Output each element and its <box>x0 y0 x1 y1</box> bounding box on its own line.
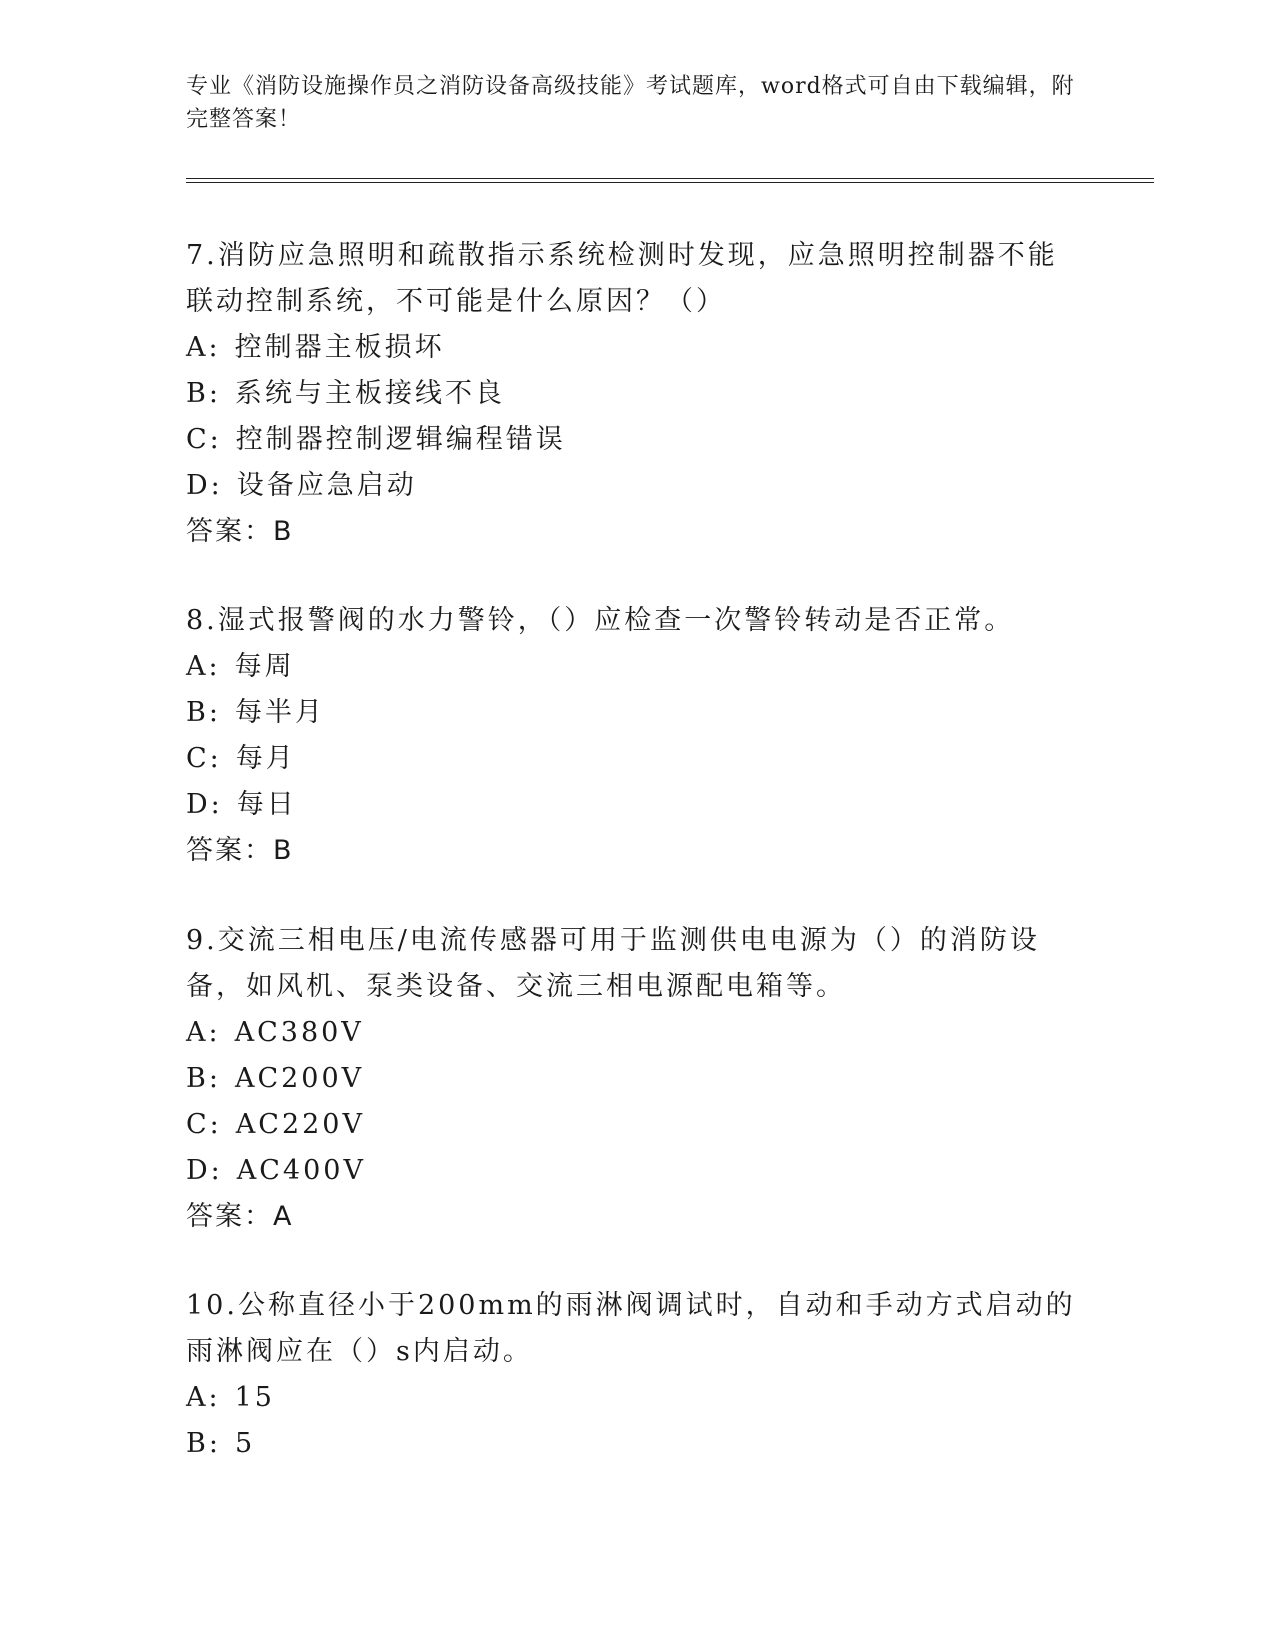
option-letter: B <box>186 1063 209 1094</box>
option-separator: : <box>209 424 222 455</box>
option-b <box>186 371 1086 417</box>
question-8 <box>186 598 1086 874</box>
option-text: 控制器控制逻辑编程错误 <box>235 424 566 455</box>
option-text: 每半月 <box>234 697 325 728</box>
option-text: AC380V <box>234 1017 364 1048</box>
option-separator: : <box>209 1109 222 1140</box>
option-b <box>186 1421 1086 1467</box>
option-separator: : <box>208 1017 221 1048</box>
question-10 <box>186 1283 1086 1467</box>
option-letter: B <box>186 378 209 409</box>
option-text: 每月 <box>235 743 296 774</box>
document-intro: 专业《消防设施操作员之消防设备高级技能》考试题库，word格式可自由下载编辑，附完整答案！ <box>186 74 1075 132</box>
option-text: 15 <box>234 1382 275 1413</box>
option-text: 每日 <box>236 789 297 820</box>
option-letter: D <box>186 789 211 820</box>
header-divider-top <box>186 178 1154 179</box>
option-b <box>186 690 1086 736</box>
answer-line: 答案：A <box>186 1201 294 1232</box>
option-a <box>186 644 1086 690</box>
option-letter: B <box>186 697 209 728</box>
option-text: AC400V <box>236 1155 366 1186</box>
option-letter: D <box>186 470 211 501</box>
option-c <box>186 1102 1086 1148</box>
option-d <box>186 782 1086 828</box>
option-text: 控制器主板损坏 <box>234 332 445 363</box>
option-a <box>186 325 1086 371</box>
option-separator: : <box>208 651 221 682</box>
option-letter: A <box>186 1017 209 1048</box>
question-stem: 10.公称直径小于200mm的雨淋阀调试时，自动和手动方式启动的雨淋阀应在（）s内启动。 <box>186 1290 1076 1367</box>
option-separator: : <box>208 1063 221 1094</box>
option-separator: : <box>209 743 222 774</box>
option-a <box>186 1010 1086 1056</box>
option-separator: : <box>208 1382 221 1413</box>
question-9 <box>186 918 1086 1240</box>
option-separator: : <box>208 332 221 363</box>
option-separator: : <box>210 789 223 820</box>
option-text: 5 <box>234 1428 256 1459</box>
option-letter: B <box>186 1428 209 1459</box>
option-a <box>186 1375 1086 1421</box>
option-letter: C <box>186 424 210 455</box>
question-stem: 8.湿式报警阀的水力警铃，（）应检查一次警铃转动是否正常。 <box>186 605 1015 636</box>
option-text: AC220V <box>235 1109 365 1140</box>
option-letter: A <box>186 332 209 363</box>
option-c <box>186 736 1086 782</box>
question-stem: 7.消防应急照明和疏散指示系统检测时发现，应急照明控制器不能联动控制系统，不可能是什么原因？（） <box>186 240 1058 317</box>
option-separator: : <box>208 378 221 409</box>
option-text: 每周 <box>234 651 295 682</box>
option-letter: C <box>186 1109 210 1140</box>
option-b <box>186 1056 1086 1102</box>
header-divider-bottom <box>186 182 1154 183</box>
option-letter: A <box>186 651 209 682</box>
option-letter: D <box>186 1155 211 1186</box>
question-stem: 9.交流三相电压/电流传感器可用于监测供电电源为（）的消防设备，如风机、泵类设备、交流三相电源配电箱等。 <box>186 925 1040 1002</box>
question-7 <box>186 233 1086 555</box>
option-c <box>186 417 1086 463</box>
option-separator: : <box>210 470 223 501</box>
option-separator: : <box>208 1428 221 1459</box>
option-text: 系统与主板接线不良 <box>234 378 505 409</box>
option-text: AC200V <box>234 1063 365 1094</box>
option-letter: C <box>186 743 210 774</box>
option-text: 设备应急启动 <box>236 470 417 501</box>
answer-line: 答案：B <box>186 835 294 866</box>
option-d <box>186 463 1086 509</box>
option-separator: : <box>208 697 221 728</box>
answer-line: 答案：B <box>186 516 294 547</box>
option-letter: A <box>186 1382 209 1413</box>
option-d <box>186 1148 1086 1194</box>
option-separator: : <box>210 1155 223 1186</box>
